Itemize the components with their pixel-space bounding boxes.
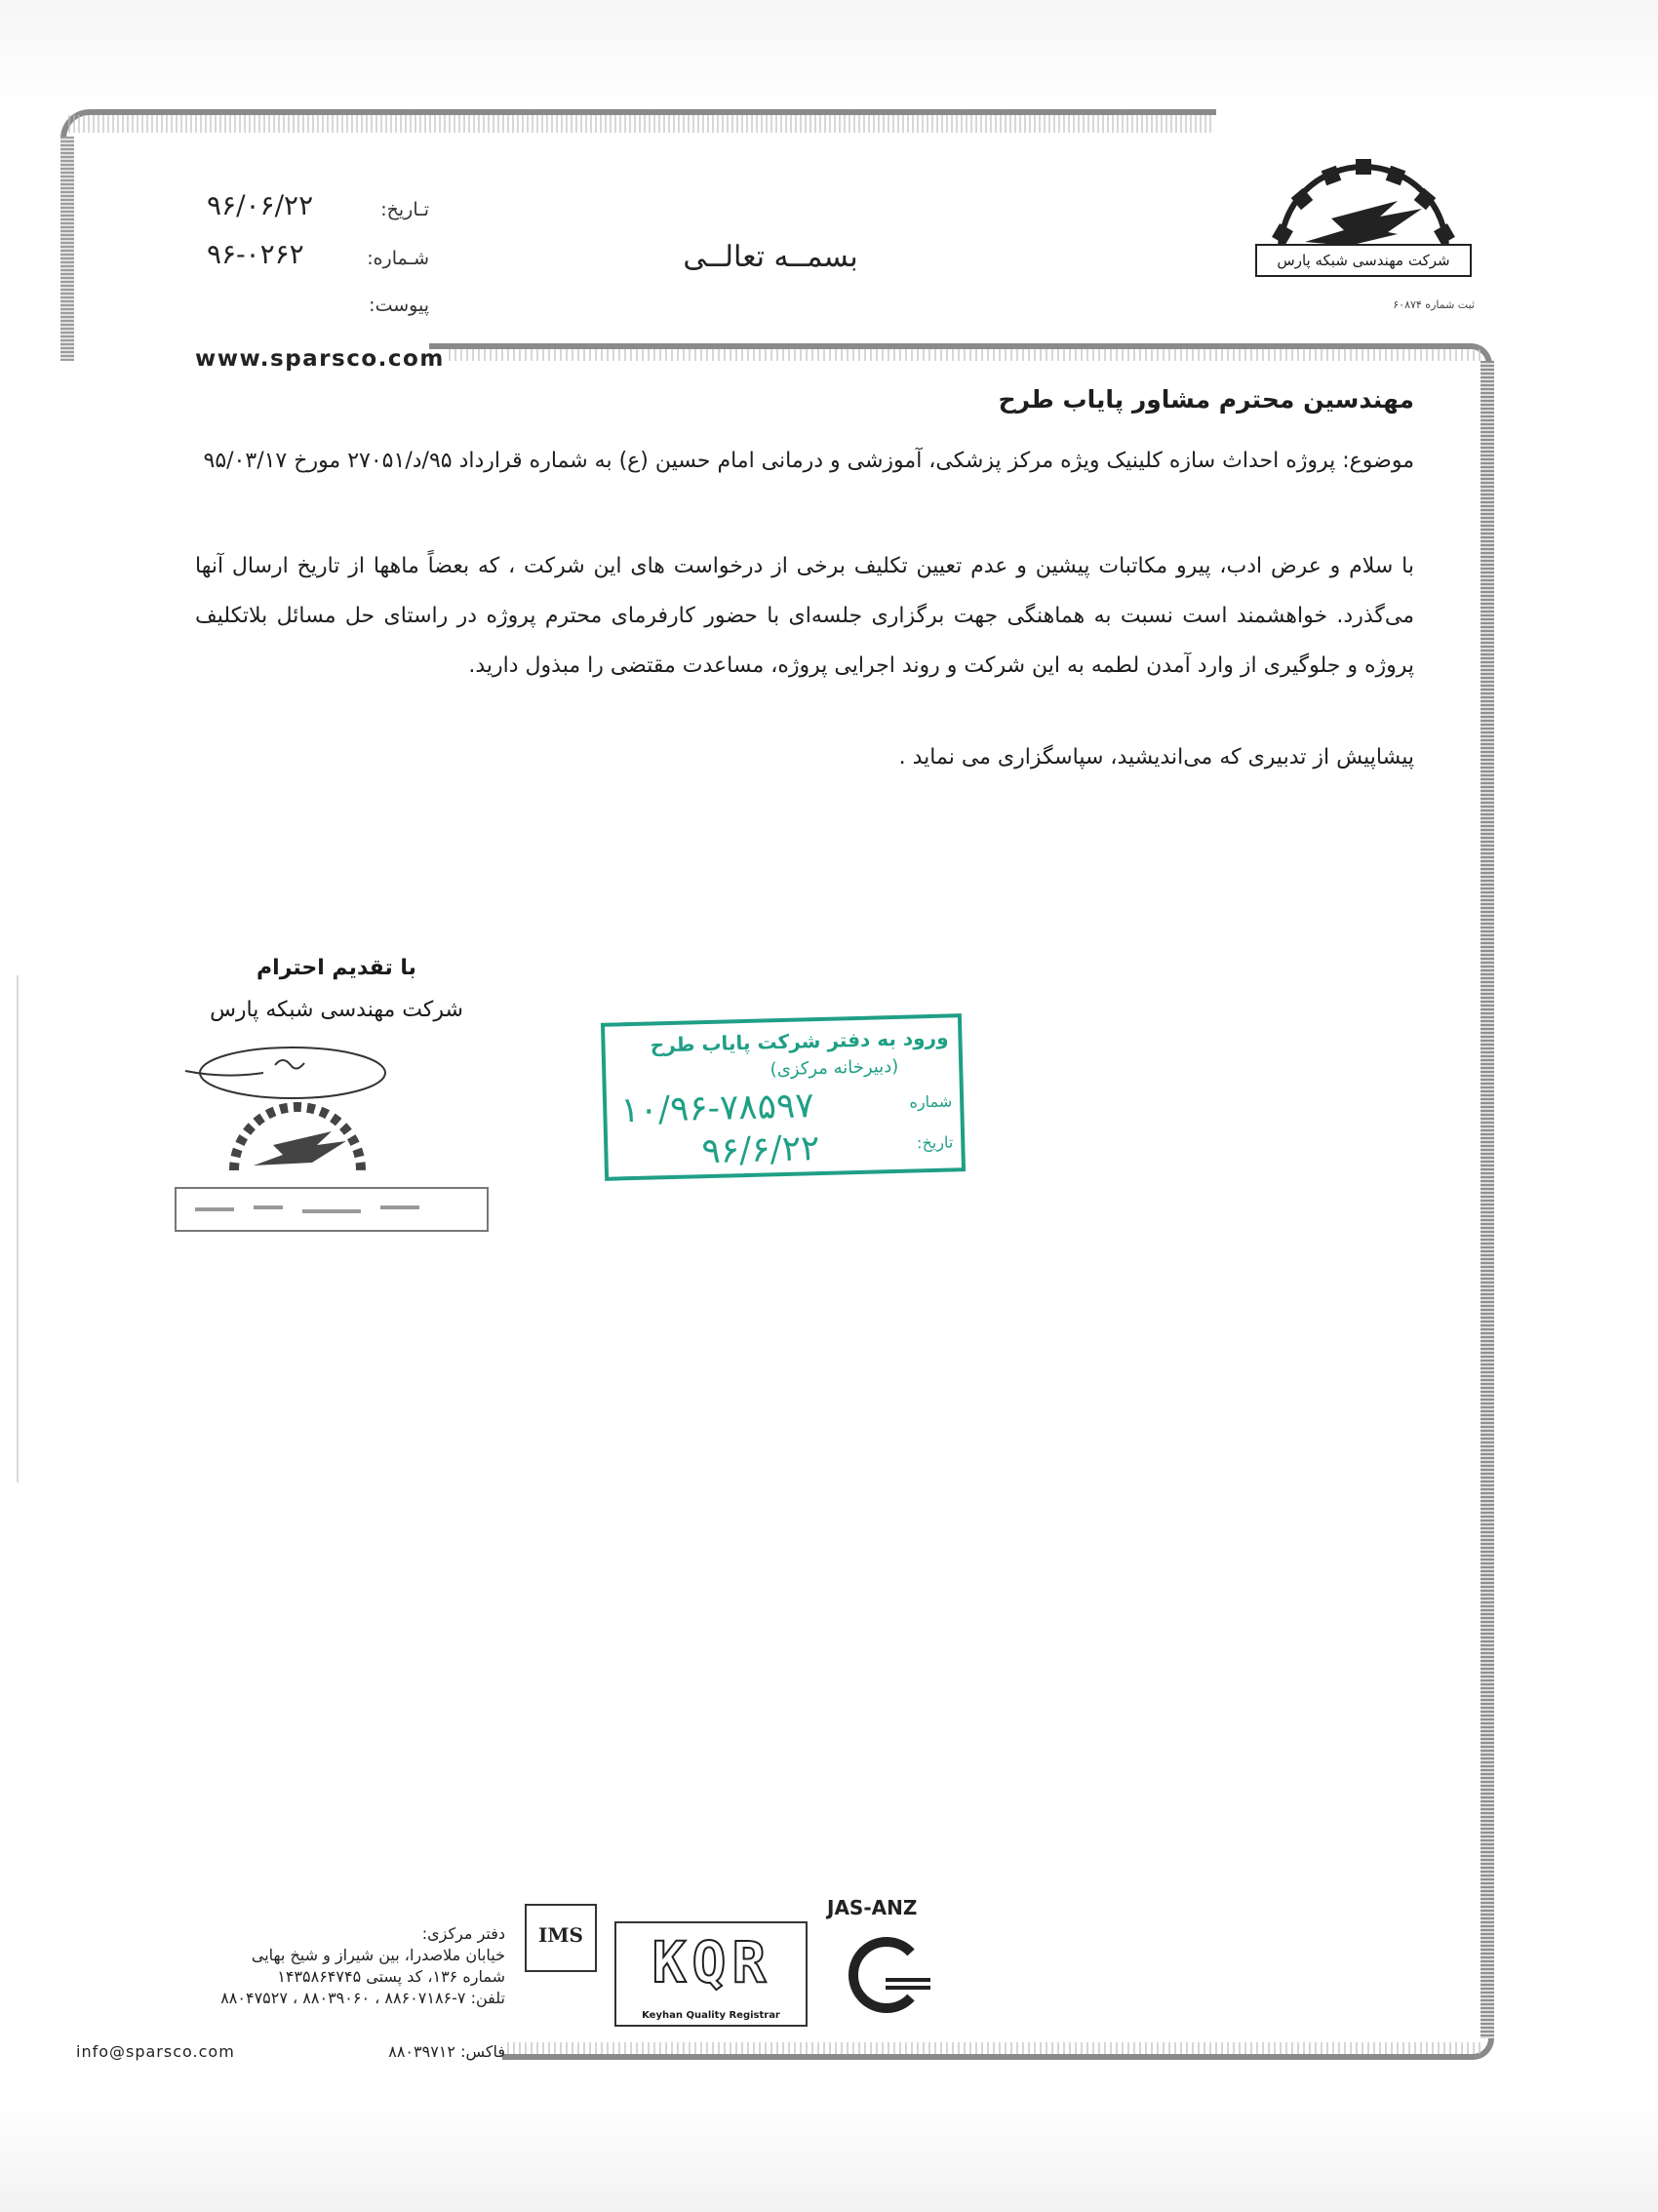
- company-gear-logo-icon: [1251, 144, 1476, 300]
- scan-edge-mark: [17, 975, 19, 1482]
- signature-block: [156, 956, 517, 1022]
- reception-stamp: [601, 1013, 966, 1181]
- office-address: [76, 1923, 505, 2009]
- frame-left-border: [60, 137, 74, 361]
- phone-numbers: تلفن: ۷-۸۸۶۰۷۱۸۶ ، ۸۸۰۳۹۰۶۰ ، ۸۸۰۴۷۵۲۷: [220, 1989, 505, 2007]
- stamp-title: ورود به دفتر شرکت پایاب طرح: [650, 1025, 949, 1057]
- stamp-number-value: ۱۰/۹۶-۷۸۵۹۷: [619, 1086, 815, 1131]
- frame-top-texture: [68, 115, 1214, 133]
- office-label: دفتر مرکزی:: [421, 1924, 505, 1943]
- closing-line: پیشاپیش از تدبیری که می‌اندیشید، سپاسگزاری می نماید .: [898, 745, 1414, 770]
- kqr-letters: KQR: [651, 1929, 772, 1995]
- body-paragraph: با سلام و عرض ادب، پیرو مکاتبات پیشین و عدم تعیین تکلیف برخی از درخواست های این شرکت ، که بعضاً ماهها از تاریخ ارسال آنها می‌گذرد. خواهشمند است نسبت به هماهنگی جهت برگزاری جلسه‌ای با حضور کارفرمای محترم پروژه در راستای حل مسائل بلاتکلیف پروژه و جلوگیری از وارد آمدن لطمه به این شرکت و روند اجرایی پروژه، مساعدت مقتضی را مبذول دارید.: [195, 554, 1414, 678]
- signatory-company: شرکت مهندسی شبکه پارس: [210, 998, 463, 1022]
- stamp-number-label: شماره: [909, 1091, 953, 1112]
- company-name-plate: شرکت مهندسی شبکه پارس: [1255, 244, 1472, 277]
- address-line-2: شماره ۱۳۶، کد پستی ۱۴۳۵۸۶۴۷۴۵: [277, 1967, 505, 1986]
- frame-middle-texture: [449, 349, 1482, 361]
- ims-certificate-logo: IMS: [525, 1904, 597, 1972]
- date-value: ۹۶/۰۶/۲۲: [207, 189, 314, 221]
- number-value: ۹۶-۰۲۶۲: [207, 238, 304, 270]
- website-link[interactable]: www.sparsco.com: [195, 346, 445, 372]
- frame-bottom-texture: [507, 2042, 1482, 2054]
- recipient-line: مهندسین محترم مشاور پایاب طرح: [998, 385, 1414, 414]
- fax-number: فاکس: ۸۸۰۳۹۷۱۲: [388, 2042, 505, 2061]
- jas-anz-logo-icon: [835, 1931, 942, 2019]
- stamp-date-value: ۹۶/۶/۲۲: [700, 1128, 820, 1172]
- kqr-caption: Keyhan Quality Registrar: [642, 2010, 780, 2021]
- basmala-heading: بسمــه تعالــی: [683, 240, 858, 274]
- date-label: تـاریخ:: [380, 199, 429, 220]
- subject-line: موضوع: پروژه احداث سازه کلینیک ویژه مرکز پزشکی، آموزشی و درمانی امام حسین (ع) به شماره قرارداد ۹۵/د/۲۷۰۵۱ مورخ ۹۵/۰۳/۱۷: [203, 449, 1414, 473]
- attachment-label: پیوست:: [369, 295, 429, 316]
- registration-number: ثبت شماره ۶۰۸۷۴: [1393, 298, 1475, 311]
- salutation: با تقدیم احترام: [257, 956, 416, 980]
- email-link[interactable]: info@sparsco.com: [76, 2042, 235, 2061]
- kqr-certificate-logo: [614, 1921, 808, 2027]
- stamp-date-label: تاریخ:: [916, 1132, 954, 1153]
- address-line-1: خیابان ملاصدرا، بین شیراز و شیخ بهایی: [251, 1946, 505, 1964]
- signature-and-seal-icon: [166, 1044, 517, 1239]
- number-label: شـماره:: [367, 248, 429, 269]
- stamp-subtitle: (دبیرخانه مرکزی): [770, 1055, 899, 1081]
- jas-anz-label: JAS-ANZ: [827, 1896, 918, 1919]
- frame-right-border: [1480, 361, 1494, 2038]
